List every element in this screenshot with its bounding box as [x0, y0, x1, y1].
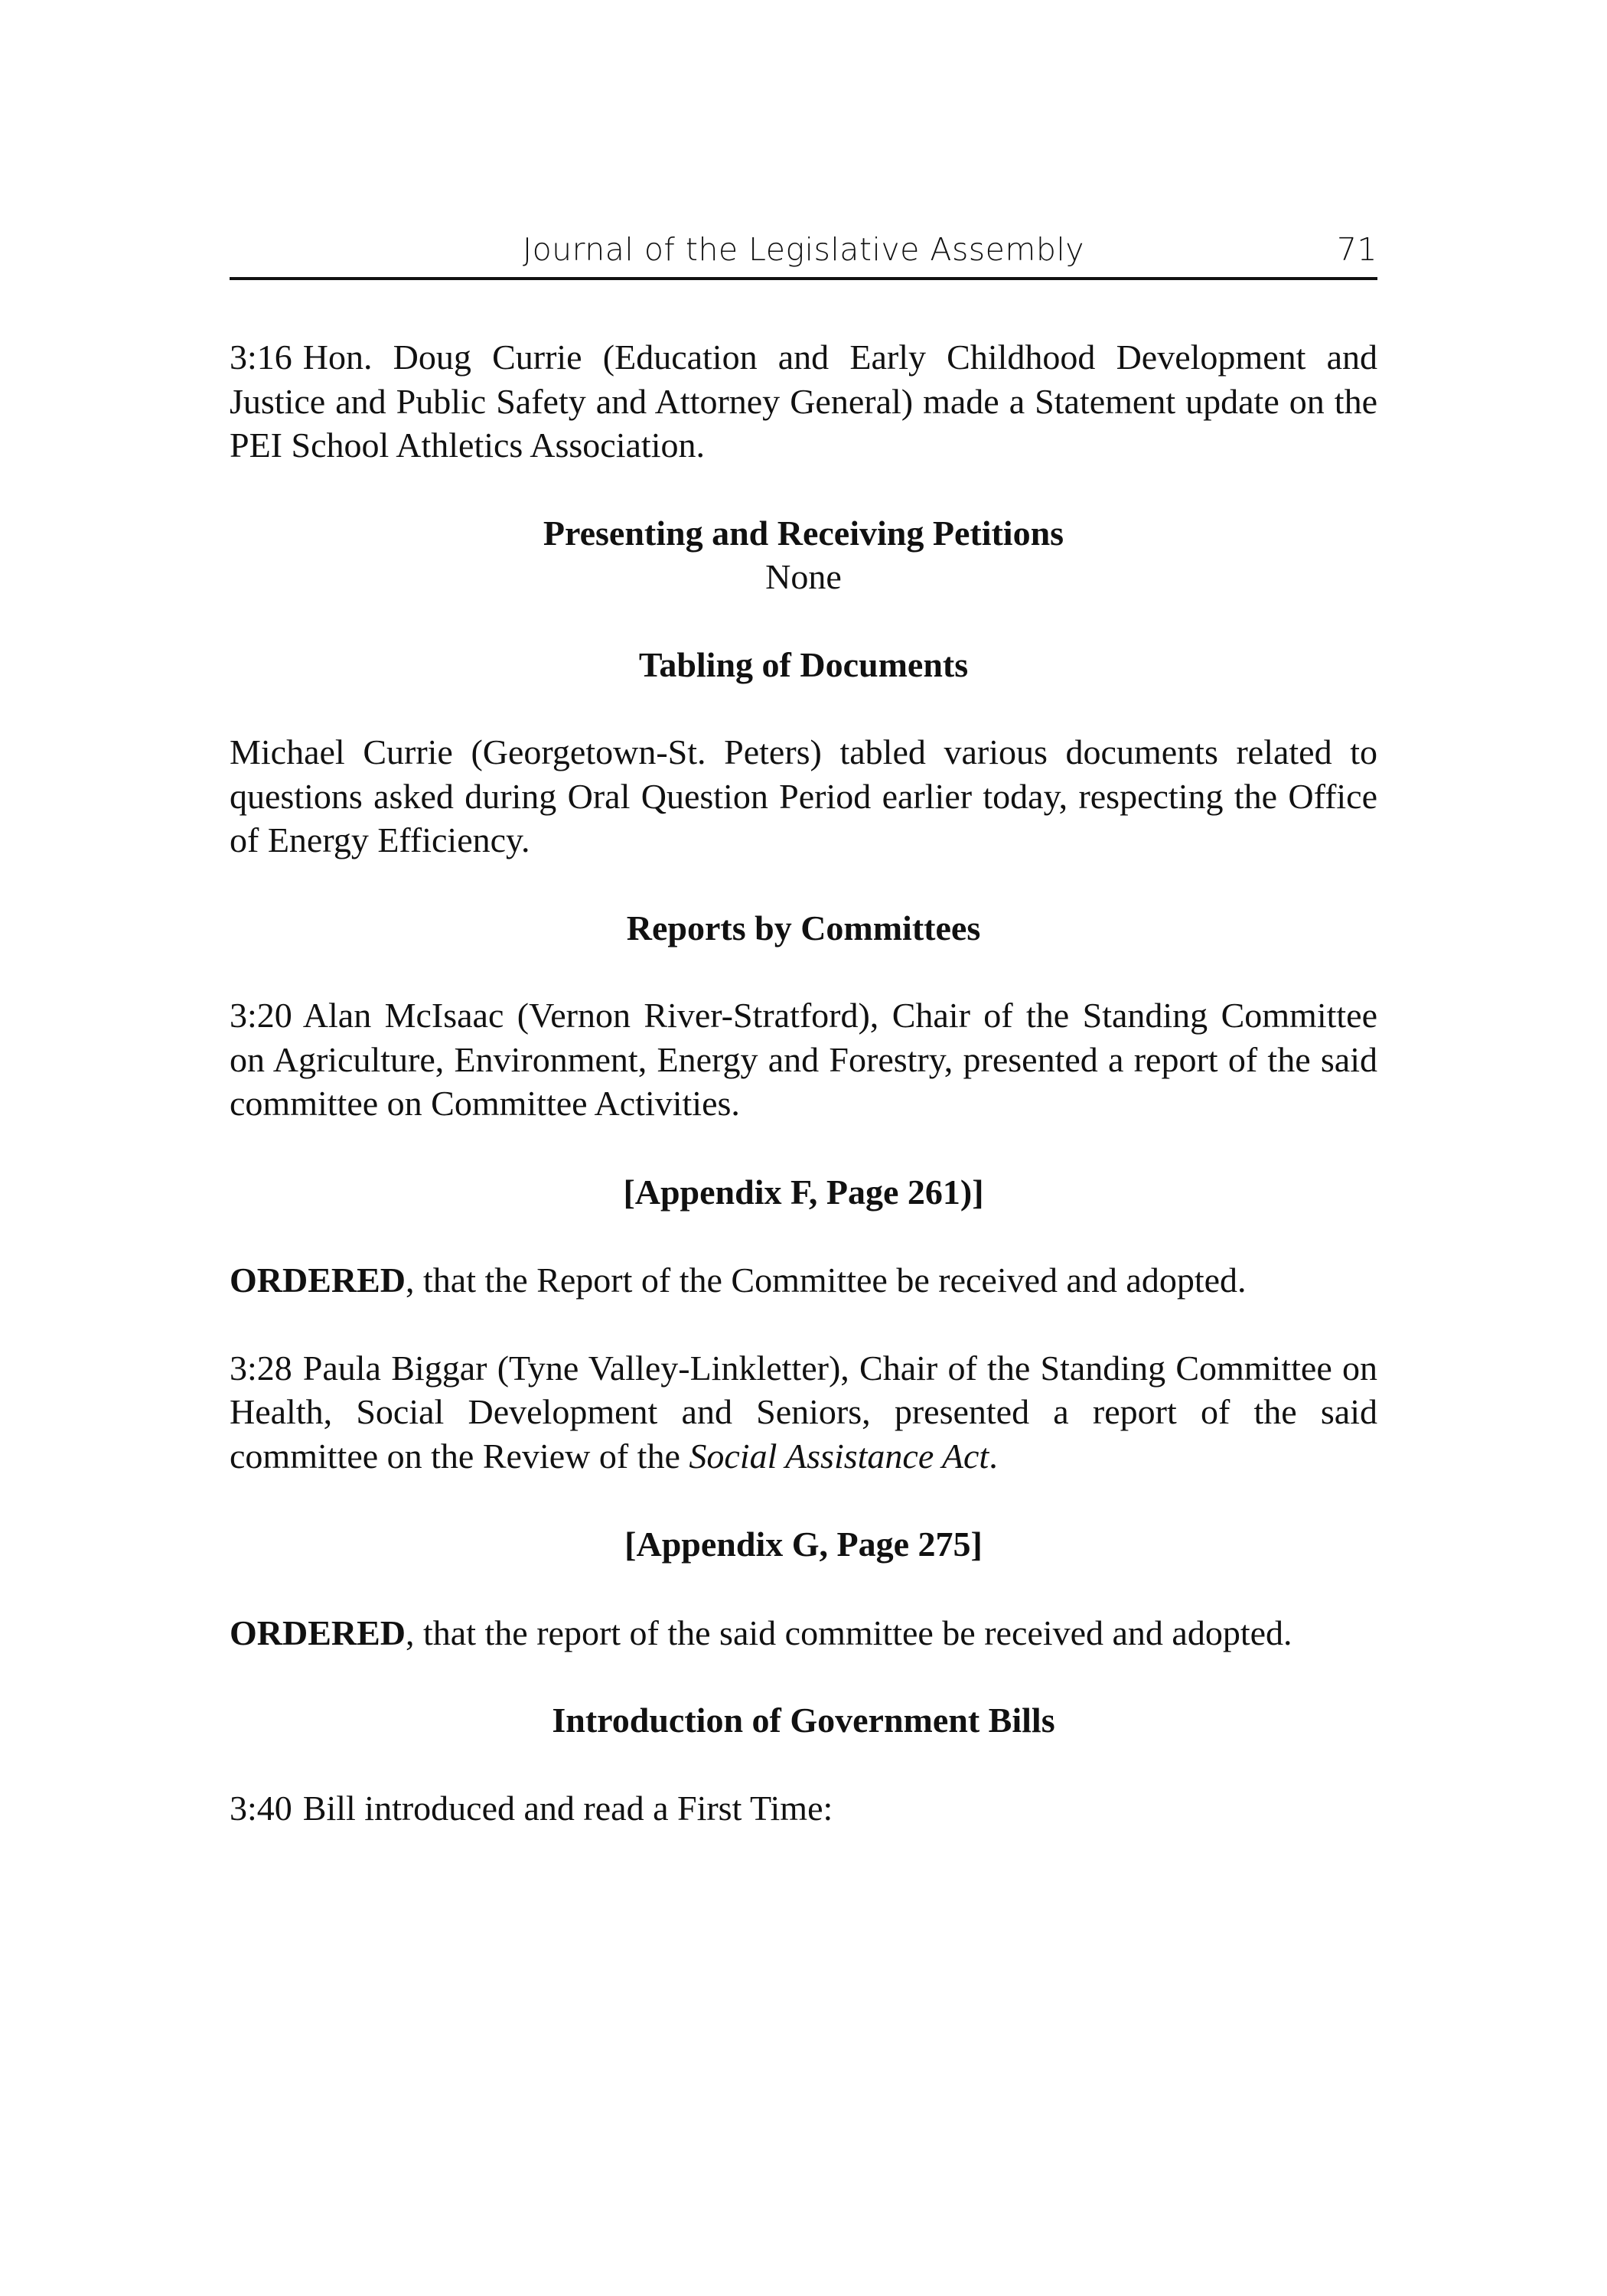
report-paragraph-2: [230, 1346, 1377, 1479]
statement-time: 3:16: [230, 338, 292, 377]
bills-paragraph: [230, 1786, 1377, 1831]
ordered-2-keyword: ORDERED: [230, 1613, 406, 1652]
report-1-time: 3:20: [230, 996, 292, 1035]
statement-paragraph: [230, 335, 1377, 468]
page-number: 71: [1336, 231, 1377, 268]
report-1-text: Alan McIsaac (Vernon River-Stratford), Chair of the Standing Committee on Agriculture, Environment, Energy and Forestry, presented a report of the said committee on Committee Activities.: [230, 996, 1377, 1123]
appendix-f-reference: [Appendix F, Page 261)]: [623, 1172, 984, 1212]
ordered-paragraph-2: [230, 1611, 1377, 1655]
report-2-text: Paula Biggar (Tyne Valley-Linkletter), Chair of the Standing Committee on Health, Social Development and Seniors, presented a report of the said committee on the Review of the: [230, 1348, 1377, 1476]
ordered-1-keyword: ORDERED: [230, 1261, 406, 1300]
petitions-heading: Presenting and Receiving Petitions: [543, 513, 1064, 553]
bills-heading: Introduction of Government Bills: [552, 1701, 1055, 1740]
running-title: Journal of the Legislative Assembly: [522, 231, 1085, 268]
ordered-paragraph-1: [230, 1258, 1377, 1303]
bills-time: 3:40: [230, 1788, 292, 1828]
ordered-1-text: , that the Report of the Committee be received and adopted.: [406, 1261, 1247, 1300]
reports-heading: Reports by Committees: [626, 908, 981, 947]
petitions-none: None: [765, 557, 842, 596]
report-paragraph-1: [230, 993, 1377, 1126]
report-2-end: .: [989, 1436, 998, 1476]
tabling-heading: Tabling of Documents: [638, 644, 969, 684]
act-title: Social Assistance Act: [689, 1436, 989, 1476]
journal-body: [230, 335, 1377, 1830]
report-2-time: 3:28: [230, 1348, 292, 1388]
tabling-paragraph: Michael Currie (Georgetown-St. Peters) tabled various documents related to questions asked during Oral Question Period earlier today, respecting the Office of Energy Efficiency.: [230, 732, 1377, 859]
appendix-g-reference: [Appendix G, Page 275]: [624, 1525, 983, 1564]
page-header: [230, 230, 1377, 280]
statement-text: Hon. Doug Currie (Education and Early Childhood Development and Justice and Public Safety and Attorney General) made a Statement update on the PEI School Athletics Association.: [230, 338, 1377, 465]
bills-text: Bill introduced and read a First Time:: [302, 1788, 833, 1828]
ordered-2-text: , that the report of the said committee be received and adopted.: [406, 1613, 1292, 1652]
